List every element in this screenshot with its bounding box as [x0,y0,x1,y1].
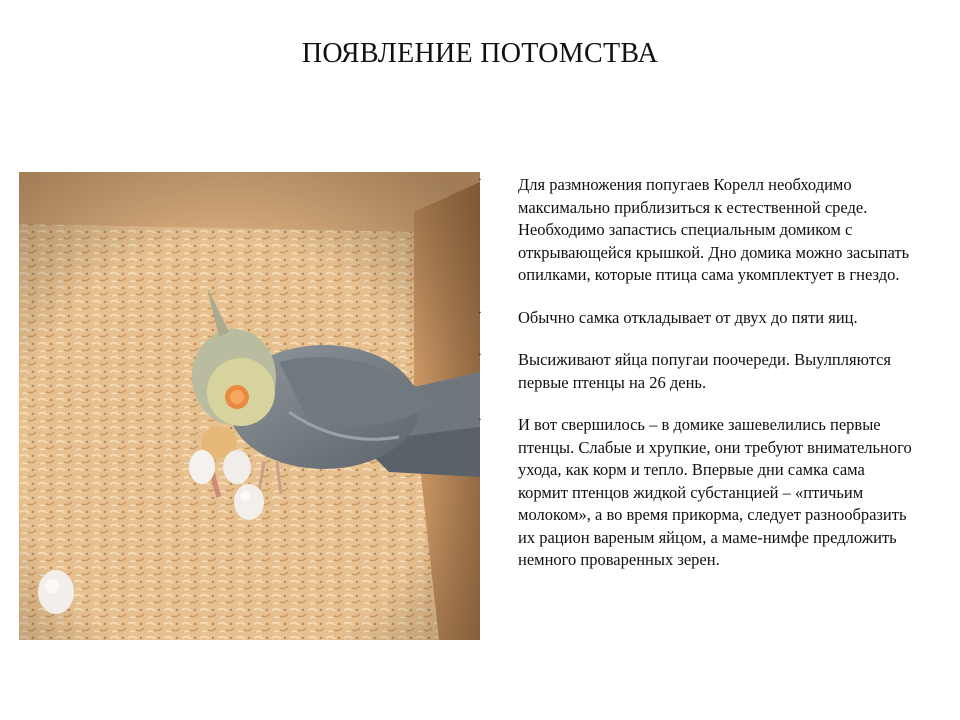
slide-title: ПОЯВЛЕНИЕ ПОТОМСТВА [301,38,659,69]
list-item [478,414,918,572]
bullet-text: И вот свершилось – в домике зашевелились первые птенцы. Слабые и хрупкие, они требуют внимательного ухода, как корм и тепло. Впервые дни самка сама кормит птенцов жидкой субстанцией – «птичьим молоком», а во время прикорма, следует разнообразить их рацион вареным яйцом, а маме-нимфе предложить немного проваренных зерен. [518,415,912,569]
bullet-icon: · [478,172,482,186]
bullet-list [478,174,918,572]
bullet-icon: · [478,304,482,319]
bullet-text: Высиживают яйца попугаи поочереди. Выулпляются первые птенцы на 26 день. [518,350,892,392]
bullet-icon: · [478,412,482,426]
list-item [478,349,918,394]
list-item [478,174,918,287]
list-item [478,304,918,330]
bullet-text: Для размножения попугаев Корелл необходимо максимально приблизиться к естественной среде. Необходимо запастись специальным домиком с открывающейся крышкой. Дно домика можно засыпать опилками, которые птица сама укомплектует в гнездо. [518,175,910,284]
bullet-icon: · [478,347,482,361]
bullet-text: Обычно самка откладывает от двух до пяти яиц. [518,307,858,327]
cockatiel-nest-photo [19,172,480,640]
